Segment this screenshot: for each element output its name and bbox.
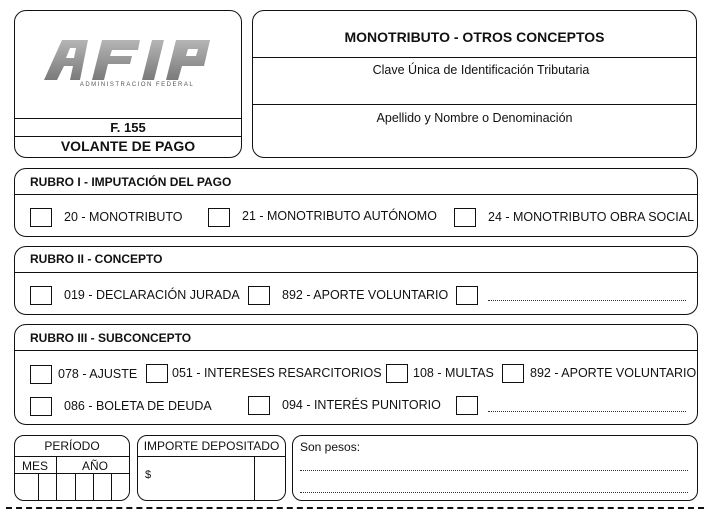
checkbox-24-monotributo-obra-social[interactable] [454,208,476,227]
cuit-label: Clave Única de Identificación Tributaria [372,63,590,77]
words-label: Son pesos: [300,440,361,454]
year-digit-3[interactable] [94,475,111,500]
option-078-ajuste: 078 - AJUSTE [58,367,138,381]
form-number: F. 155 [110,120,146,135]
rubro2-title: RUBRO II - CONCEPTO [30,252,163,266]
option-051-intereses-resarcitorios: 051 - INTERESES RESARCITORIOS [172,366,382,380]
rubro1-divider [15,194,697,195]
agency-name: ADMINISTRACION FEDERAL [79,82,195,88]
rubro3-divider [15,350,697,351]
amount-label: IMPORTE DEPOSITADO [143,439,280,453]
option-108-multas: 108 - MULTAS [413,366,494,380]
rubro3-title: RUBRO III - SUBCONCEPTO [30,331,192,345]
option-24-monotributo-obra-social: 24 - MONOTRIBUTO OBRA SOCIAL [488,210,695,224]
amount-divider [138,456,285,457]
checkbox-concepto-other[interactable] [456,286,478,305]
name-label: Apellido y Nombre o Denominación [376,111,573,125]
amount-cents-sep [254,456,255,501]
amount-input[interactable] [158,460,252,498]
checkbox-019-declaracion-jurada[interactable] [30,286,52,305]
option-21-monotributo-autonomo: 21 - MONOTRIBUTO AUTÓNOMO [242,209,437,223]
concepto-other-line[interactable] [488,300,686,301]
checkbox-20-monotributo[interactable] [30,208,52,227]
checkbox-subconcepto-other[interactable] [456,396,478,415]
option-892-aporte-voluntario: 892 - APORTE VOLUNTARIO [282,288,449,302]
year-label: AÑO [82,459,109,473]
month-digit-1[interactable] [16,475,38,500]
month-digit-2[interactable] [39,475,56,500]
period-label: PERÍODO [44,439,100,453]
year-digit-2[interactable] [76,475,93,500]
words-line-1[interactable] [300,470,688,471]
form-name: VOLANTE DE PAGO [60,138,196,154]
option-892-aporte-voluntario-sub: 892 - APORTE VOLUNTARIO [530,366,697,380]
year-digit-1[interactable] [57,475,75,500]
logo-divider-1 [15,118,241,119]
logo-divider-2 [15,136,241,137]
option-086-boleta-de-deuda: 086 - BOLETA DE DEUDA [64,399,212,413]
rubro1-title: RUBRO I - IMPUTACIÓN DEL PAGO [30,175,232,189]
currency-symbol: $ [145,469,152,481]
checkbox-892-aporte-voluntario-sub[interactable] [502,364,524,383]
option-20-monotributo: 20 - MONOTRIBUTO [64,210,183,224]
afip-logo [40,36,216,84]
checkbox-094-interes-punitorio[interactable] [248,396,270,415]
year-digit-4[interactable] [112,475,128,500]
checkbox-078-ajuste[interactable] [30,365,52,384]
option-094-interes-punitorio: 094 - INTERÉS PUNITORIO [282,398,441,412]
checkbox-21-monotributo-autonomo[interactable] [208,208,230,227]
cut-line [6,507,704,509]
checkbox-086-boleta-de-deuda[interactable] [30,397,52,416]
checkbox-051-intereses-resarcitorios[interactable] [146,364,168,383]
period-divider-1 [15,456,129,457]
words-line-2[interactable] [300,492,688,493]
subconcepto-other-line[interactable] [488,411,686,412]
month-label: MES [22,459,49,473]
checkbox-108-multas[interactable] [386,364,408,383]
form-title: MONOTRIBUTO - OTROS CONCEPTOS [344,29,605,45]
title-divider [253,57,696,58]
rubro2-divider [15,272,697,273]
cuit-divider [253,104,696,105]
option-019-declaracion-jurada: 019 - DECLARACIÓN JURADA [64,288,240,302]
checkbox-892-aporte-voluntario[interactable] [248,286,270,305]
amount-cents-input[interactable] [256,460,284,498]
